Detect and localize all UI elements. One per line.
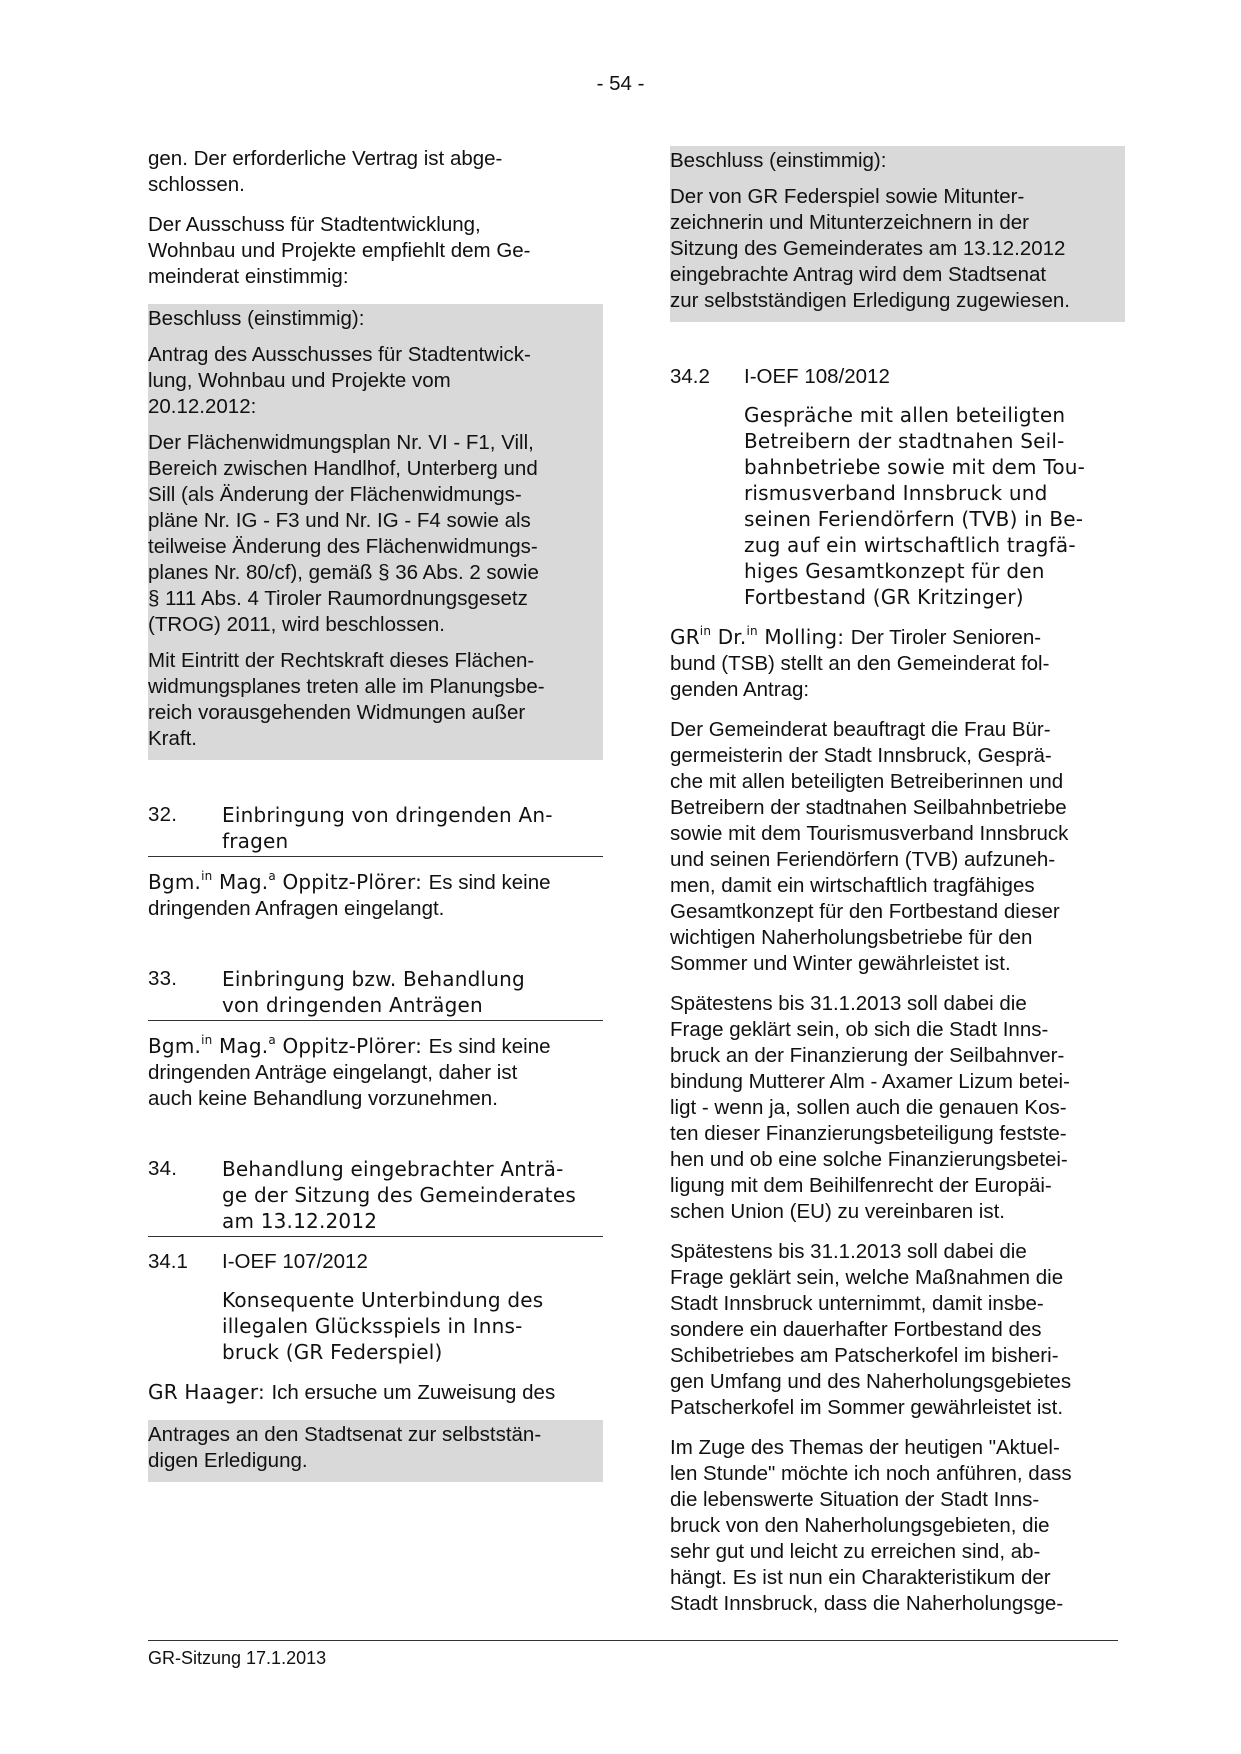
paragraph-2: Spätestens bis 31.1.2013 soll dabei die Frage geklärt sein, ob sich die Stadt Inns- bruck an der Finanzierung der Seilbahnver- bindung Mutterer Alm - Axamer Lizum betei- ligt - wenn ja, sollen auch die genauen Kos- ten dieser Finanzierungsbeteiligung festste- hen und ob eine solche Finanzierungsbetei- ligung mit dem Beihilfenrecht der Europäi- schen Union (EU) zu vereinbaren ist. [670, 992, 1070, 1223]
subsection-code: I-OEF 108/2012 [744, 365, 890, 388]
haager-shaded-text: Antrages an den Stadtsenat zur selbststän- digen Erledigung. [148, 1423, 542, 1472]
haager-statement: GR Haager: Ich ersuche um Zuweisung des [148, 1380, 556, 1404]
intro-text: gen. Der erforderliche Vertrag ist abge- schlossen. [148, 147, 503, 196]
effect-text: Mit Eintritt der Rechtskraft dieses Flächen- widmungsplanes treten alle im Planungsbe- reich vorausgehenden Widmungen außer Kraft. [148, 649, 545, 750]
paragraph-3: Spätestens bis 31.1.2013 soll dabei die Frage geklärt sein, welche Maßnahmen die Stadt Innsbruck unternimmt, damit insbe- sondere ein dauerhafter Fortbestand des Schibetriebes am Patscherkofel im bisheri- gen Umfang und des Naherholungsgebietes Patscherkofel im Sommer gewährleistet ist. [670, 1240, 1072, 1419]
section-33-heading [148, 966, 603, 1021]
page-number: - 54 - [596, 72, 645, 95]
section-34-2-heading [670, 364, 1125, 390]
left-column [148, 146, 603, 1482]
speaker-name: GR Haager: [148, 1380, 272, 1404]
resolution-block [148, 304, 603, 760]
section-number: 33. [148, 967, 178, 990]
footer-rule [148, 1640, 1118, 1641]
section-33-statement: Bgm.$^{in}$ Mag.$^a$ Oppitz-Plörer: Es sind keine dringenden Anträge eingelangt, daher ist auch keine Behandlung vorzunehmen. [148, 1033, 551, 1110]
speaker-name: $GR^{in}$ Dr.$^{in}$ Molling: [670, 624, 851, 649]
subsection-code: I-OEF 107/2012 [222, 1250, 368, 1273]
motion-text: Antrag des Ausschusses für Stadtentwick- lung, Wohnbau und Projekte vom 20.12.2012: [148, 343, 531, 418]
committee-recommendation: Der Ausschuss für Stadtentwicklung, Wohnbau und Projekte empfiehlt dem Ge- meinderat einstimmig: [148, 213, 531, 288]
section-32-heading [148, 802, 603, 857]
paragraph-4: Im Zuge des Themas der heutigen "Aktuel- len Stunde" möchte ich noch anführen, dass die lebenswerte Situation der Stadt Inns- bruck von den Naherholungsgebieten, die sehr gut und leicht zu erreichen sind, ab- hängt. Es ist nun ein Charakteristikum der Stadt Innsbruck, dass die Naherholungsge- [670, 1436, 1072, 1615]
footer-text: GR-Sitzung 17.1.2013 [148, 1648, 327, 1668]
subsection-number: 34.1 [148, 1250, 188, 1273]
section-32-statement: Bgm.$^{in}$ Mag.$^a$ Oppitz-Plörer: Es sind keine dringenden Anfragen eingelangt. [148, 869, 551, 920]
section-34-1-heading [148, 1249, 603, 1275]
section-title: Einbringung von dringenden An- fragen [222, 803, 553, 853]
speaker-name: Bgm.$^{in}$ Mag.$^a$ Oppitz-Plörer: [148, 869, 429, 894]
paragraph-1: Der Gemeinderat beauftragt die Frau Bür- germeisterin der Stadt Innsbruck, Gesprä- che mit allen beteiligten Betreiberinnen und Betreibern der stadtnahen Seilbahnbetriebe sowie mit dem Tourismusverband Innsbruck und seinen Feriendörfern (TVB) aufzuneh- men, damit ein wirtschaftlich tragfähiges Gesamtkonzept für den Fortbestand dieser wichtigen Naherholungsbetriebe für den Sommer und Winter gewährleistet ist. [670, 718, 1069, 975]
resolution-block-right [670, 146, 1125, 322]
zoning-text: Der Flächenwidmungsplan Nr. VI - F1, Vill, Bereich zwischen Handlhof, Unterberg und Sill (als Änderung der Flächenwidmungs- pläne Nr. IG - F3 und Nr. IG - F4 sowie als teilweise Änderung des Flächenwidmungs- planes Nr. 80/cf), gemäß § 36 Abs. 2 sowie § 111 Abs. 4 Tiroler Raumordnungsgesetz (TROG) 2011, wird beschlossen. [148, 431, 539, 636]
subsection-title: Gespräche mit allen beteiligten Betreibern der stadtnahen Seil- bahnbetriebe sowie mit dem Tou- rismusverband Innsbruck und seinen Feriendörfern (TVB) in Be- zug auf ein wirtschaftlich tragfä- higes Gesamtkonzept für den Fortbestand (GR Kritzinger) [744, 403, 1086, 609]
section-title: Behandlung eingebrachter Anträ- ge der Sitzung des Gemeinderates am 13.12.2012 [222, 1157, 576, 1233]
section-number: 32. [148, 803, 178, 826]
subsection-title: Konsequente Unterbindung des illegalen Glücksspiels in Inns- bruck (GR Federspiel) [222, 1288, 544, 1364]
section-34-heading [148, 1156, 603, 1237]
speaker-name: Bgm.$^{in}$ Mag.$^a$ Oppitz-Plörer: [148, 1033, 429, 1058]
molling-statement: $GR^{in}$ Dr.$^{in}$ Molling: Der Tiroler Senioren- bund (TSB) stellt an den Gemeinderat fol- genden Antrag: [670, 624, 1050, 701]
right-column [670, 146, 1125, 1631]
resolution-label: Beschluss (einstimmig): [148, 307, 365, 330]
section-number: 34. [148, 1157, 178, 1180]
resolution-text: Der von GR Federspiel sowie Mitunter- zeichnerin und Mitunterzeichnern in der Sitzung des Gemeinderates am 13.12.2012 eingebrachte Antrag wird dem Stadtsenat zur selbstständigen Erledigung zugewiesen. [670, 185, 1071, 312]
resolution-label: Beschluss (einstimmig): [670, 149, 887, 172]
section-title: Einbringung bzw. Behandlung von dringenden Anträgen [222, 967, 525, 1017]
subsection-number: 34.2 [670, 365, 710, 388]
haager-shaded-block [148, 1420, 603, 1482]
